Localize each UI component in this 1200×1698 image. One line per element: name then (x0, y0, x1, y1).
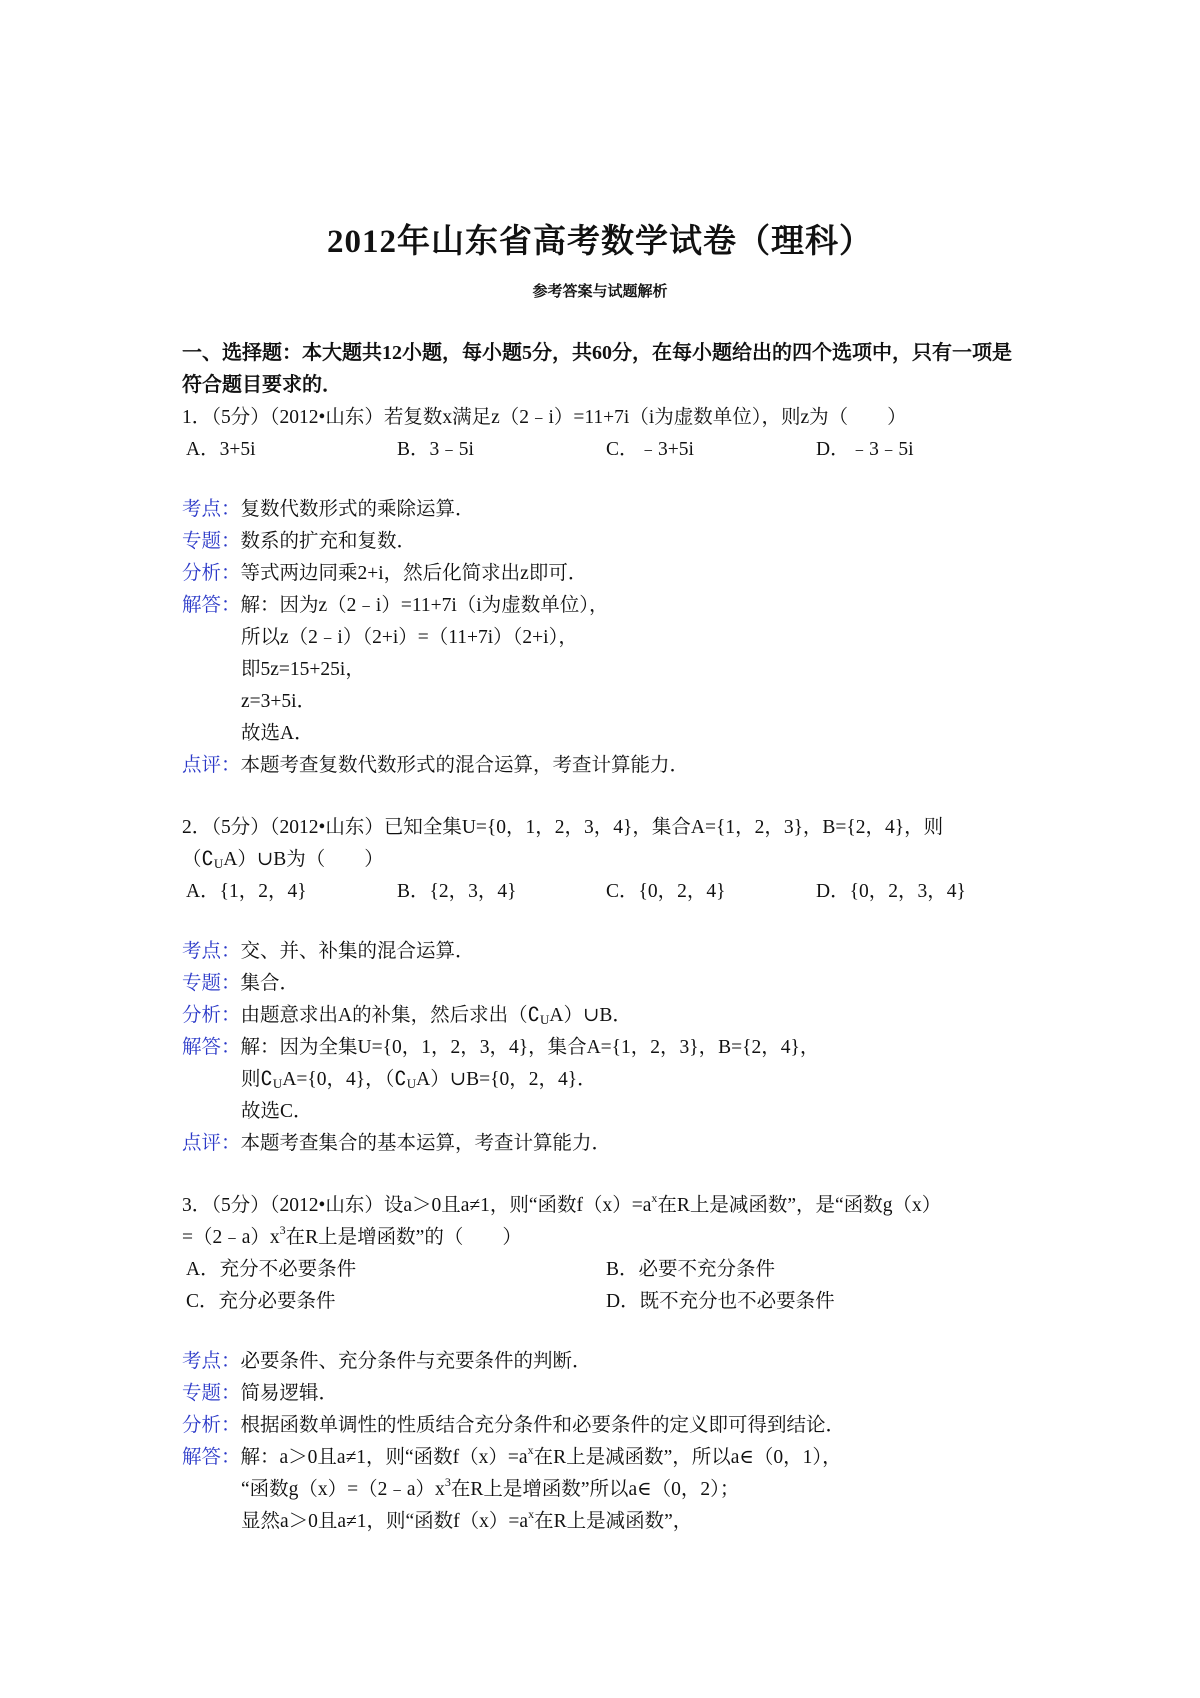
q3-jieda3-pre: 显然a＞0且a≠1，则“函数f（x）=a (241, 1511, 529, 1532)
q2-jieda2-pre: 则∁ (241, 1069, 273, 1090)
section-header: 一、选择题：本大题共12小题，每小题5分，共60分，在每小题给出的四个选项中，只有一项是符合题目要求的． (182, 342, 1012, 396)
zhuanti-label: 专题： (182, 973, 241, 994)
q3-option-d: D．既不充分也不必要条件 (606, 1291, 835, 1312)
zhuanti-label: 专题： (182, 1383, 241, 1404)
dianping-label: 点评： (182, 1133, 241, 1154)
q3-fenxi (182, 1413, 845, 1439)
q1-jieda-line-4: z=3+5i． (241, 691, 317, 712)
q1-jieda-line-5: 故选A． (241, 723, 314, 744)
q3-jieda1-sup: x (527, 1443, 534, 1457)
fenxi-label: 分析： (182, 1005, 241, 1026)
q2-stem-sub: U (213, 856, 224, 871)
q2-stem-line-2 (182, 847, 384, 873)
q3-option-b: B．必要不充分条件 (606, 1259, 776, 1280)
jieda-label: 解答： (182, 1037, 241, 1058)
q1-zhuanti (182, 529, 416, 555)
q3-jieda2-post: 在R上是增函数”所以a∈（0，2）； (450, 1479, 740, 1500)
q1-jieda-line-3: 即5z=15+25i， (241, 659, 365, 680)
q3-stem-line-1 (182, 1193, 941, 1219)
q3-stem1-pre: 3．（5分）（2012•山东）设a＞0且a≠1，则“函数f（x）=a (182, 1195, 652, 1216)
q2-zhuanti-text: 集合． (240, 973, 300, 994)
jieda-label: 解答： (182, 1447, 241, 1468)
q3-jieda2-pre: “函数g（x）=（2﹣a）x (241, 1479, 445, 1500)
q1-kaodian-text: 复数代数形式的乘除运算． (240, 499, 475, 520)
q2-stem-post: A）∪B为（ ） (223, 849, 384, 870)
q3-jieda-line-3 (241, 1509, 692, 1535)
q2-fenxi-pre: 由题意求出A的补集，然后求出（∁ (240, 1005, 541, 1026)
q2-stem-pre: （∁ (182, 849, 214, 870)
q3-jieda-line-2 (241, 1477, 739, 1503)
q2-option-a: A．{1，2，4} (186, 881, 307, 902)
q2-jieda-line-2 (241, 1067, 597, 1093)
q2-fenxi-post: A）∪B． (549, 1005, 632, 1026)
fenxi-label: 分析： (182, 1415, 241, 1436)
q3-stem2-sup: 3 (279, 1223, 286, 1237)
q1-dianping (182, 753, 689, 779)
dianping-label: 点评： (182, 755, 241, 776)
jieda-label: 解答： (182, 595, 241, 616)
q2-jieda2-post: A）∪B={0，2，4}． (416, 1069, 597, 1090)
q2-option-b: B．{2，3，4} (397, 881, 517, 902)
q3-zhuanti (182, 1381, 338, 1407)
q2-jieda (182, 1035, 819, 1061)
q3-fenxi-text: 根据函数单调性的性质结合充分条件和必要条件的定义即可得到结论． (240, 1415, 846, 1436)
zhuanti-label: 专题： (182, 531, 241, 552)
q1-jieda (182, 593, 608, 619)
q1-option-a: A．3+5i (186, 439, 256, 460)
q3-jieda2-sup: 3 (444, 1475, 451, 1489)
q3-stem2-pre: =（2﹣a）x (182, 1227, 280, 1248)
q1-option-c: C．﹣3+5i (606, 439, 694, 460)
q3-jieda1-pre: 解：a＞0且a≠1，则“函数f（x）=a (240, 1447, 528, 1468)
q3-stem1-sup: x (651, 1191, 658, 1205)
q1-zhuanti-text: 数系的扩充和复数． (240, 531, 417, 552)
page-title: 2012年山东省高考数学试卷（理科） (327, 224, 873, 260)
q3-option-c: C．充分必要条件 (186, 1291, 336, 1312)
q1-fenxi (182, 561, 587, 587)
q3-kaodian-text: 必要条件、充分条件与充要条件的判断． (240, 1351, 592, 1372)
q1-dianping-text: 本题考查复数代数形式的混合运算，考查计算能力． (240, 755, 690, 776)
q1-fenxi-text: 等式两边同乘2+i，然后化简求出z即可． (240, 563, 588, 584)
q2-stem-line-1: 2．（5分）（2012•山东）已知全集U={0，1，2，3，4}，集合A={1，2，3}，B={2，4}，则 (182, 817, 944, 838)
q1-stem: 1．（5分）（2012•山东）若复数x满足z（2﹣i）=11+7i（i为虚数单位），则z为（ ） (182, 407, 907, 428)
q1-jieda-line-2: 所以z（2﹣i）（2+i）=（11+7i）（2+i）， (241, 627, 578, 648)
q2-jieda-line-1: 解：因为全集U={0，1，2，3，4}，集合A={1，2，3}，B={2，4}， (240, 1037, 820, 1058)
q2-option-d: D．{0，2，3，4} (816, 881, 966, 902)
q2-option-c: C．{0，2，4} (606, 881, 726, 902)
q3-zhuanti-text: 简易逻辑． (240, 1383, 339, 1404)
q1-jieda-line-1: 解：因为z（2﹣i）=11+7i（i为虚数单位）， (240, 595, 609, 616)
q1-option-b: B．3﹣5i (397, 439, 474, 460)
q3-jieda3-sup: x (528, 1507, 535, 1521)
q2-dianping (182, 1131, 611, 1157)
q3-stem-line-2 (182, 1225, 522, 1251)
q3-stem1-post: 在R上是减函数”，是“函数g（x） (657, 1195, 942, 1216)
fenxi-label: 分析： (182, 563, 241, 584)
q3-stem2-post: 在R上是增函数”的（ ） (285, 1227, 522, 1248)
q2-jieda-line-3: 故选C． (241, 1101, 313, 1122)
q2-kaodian-text: 交、并、补集的混合运算． (240, 941, 475, 962)
q3-option-a: A．充分不必要条件 (186, 1259, 357, 1280)
q3-jieda (182, 1445, 842, 1471)
q3-jieda3-post: 在R上是减函数”， (534, 1511, 693, 1532)
q2-jieda2-sub1: U (272, 1076, 283, 1091)
q2-jieda2-sub2: U (406, 1076, 417, 1091)
q2-jieda2-mid: A={0，4}，（∁ (282, 1069, 407, 1090)
q2-fenxi (182, 1003, 632, 1029)
q2-zhuanti (182, 971, 299, 997)
kaodian-label: 考点： (182, 941, 241, 962)
q3-jieda1-post: 在R上是减函数”，所以a∈（0，1）， (533, 1447, 842, 1468)
q2-dianping-text: 本题考查集合的基本运算，考查计算能力． (240, 1133, 612, 1154)
q2-fenxi-sub: U (540, 1012, 550, 1027)
q1-kaodian (182, 497, 475, 523)
q3-kaodian (182, 1349, 592, 1375)
kaodian-label: 考点： (182, 1351, 241, 1372)
q2-kaodian (182, 939, 475, 965)
page-subtitle: 参考答案与试题解析 (532, 284, 668, 300)
q1-option-d: D．﹣3﹣5i (816, 439, 914, 460)
kaodian-label: 考点： (182, 499, 241, 520)
